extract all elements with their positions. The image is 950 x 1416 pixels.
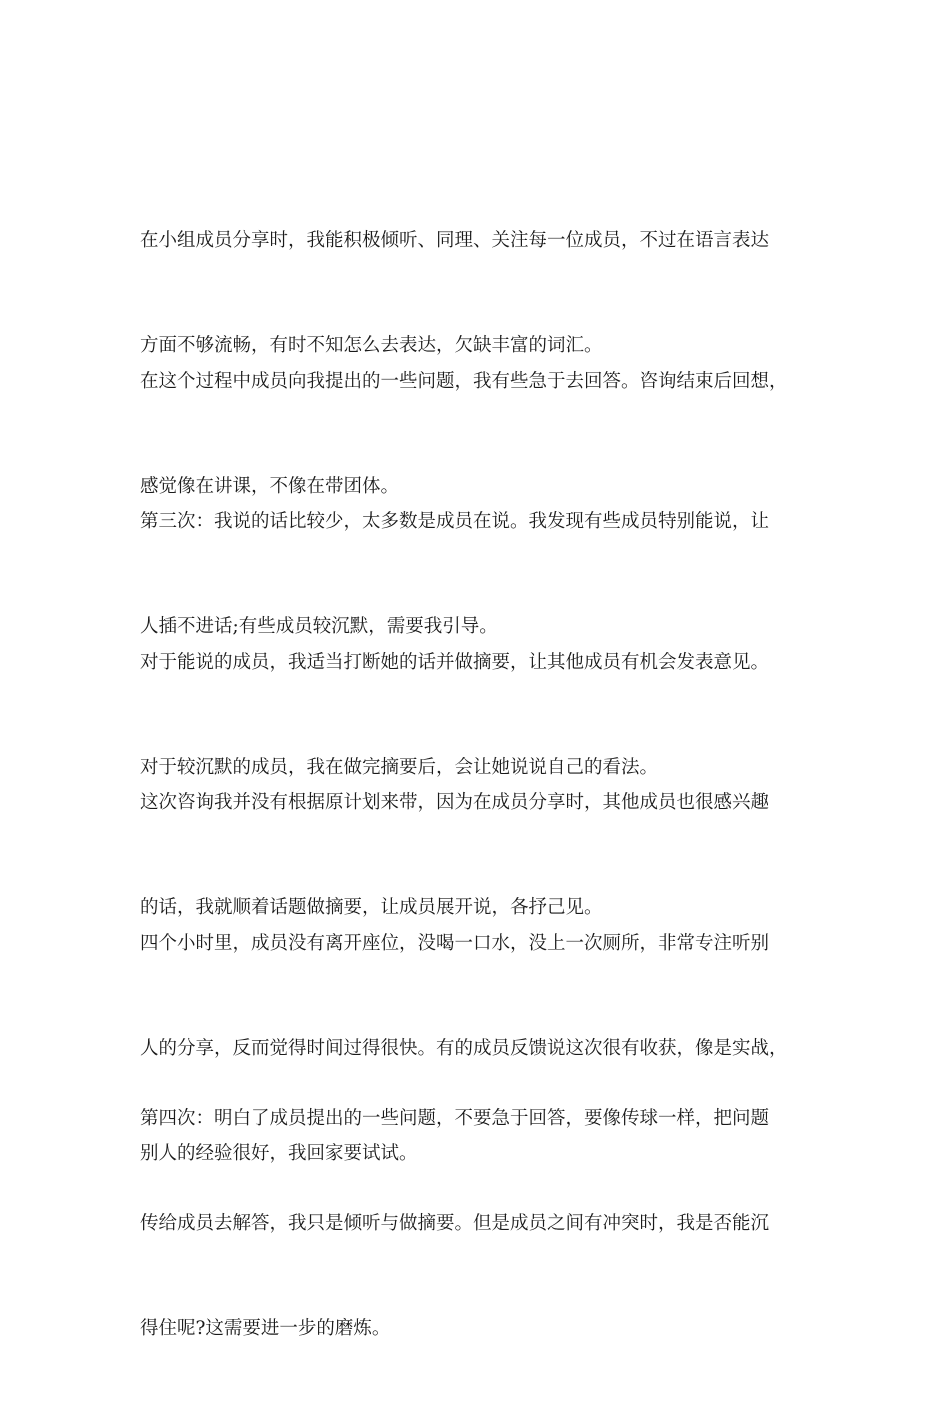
text-line: 得住呢?这需要进一步的磨炼。 [140, 1318, 391, 1339]
paragraph [140, 1031, 830, 1416]
text-line: 人插不进话;有些成员较沉默，需要我引导。 [140, 616, 498, 637]
text-line: 在小组成员分享时，我能积极倾听、同理、关注每一位成员，不过在语言表达 [140, 230, 770, 251]
text-line: 方面不够流畅，有时不知怎么去表达，欠缺丰富的词汇。 [140, 335, 603, 356]
text-line: 对于较沉默的成员，我在做完摘要后，会让她说说自己的看法。 [140, 757, 659, 778]
text-line: 这次咨询我并没有根据原计划来带，因为在成员分享时，其他成员也很感兴趣 [140, 792, 770, 813]
text-line: 感觉像在讲课，不像在带团体。 [140, 476, 400, 497]
text-line: 第四次：明白了成员提出的一些问题，不要急于回答，要像传球一样，把问题 [140, 1108, 770, 1129]
text-line: 第三次：我说的话比较少，太多数是成员在说。我发现有些成员特别能说，让 [140, 511, 770, 532]
text-line: 的话，我就顺着话题做摘要，让成员展开说，各抒己见。 [140, 897, 603, 918]
text-line: 传给成员去解答，我只是倾听与做摘要。但是成员之间有冲突时，我是否能沉 [140, 1213, 770, 1234]
text-line: 别人的经验很好，我回家要试试。 [140, 1143, 418, 1164]
text-line: 对于能说的成员，我适当打断她的话并做摘要，让其他成员有机会发表意见。 [140, 652, 770, 673]
text-line: 人的分享，反而觉得时间过得很快。有的成员反馈说这次很有收获，像是实战， [140, 1038, 788, 1059]
text-line: 四个小时里，成员没有离开座位，没喝一口水，没上一次厕所，非常专注听别 [140, 933, 770, 954]
text-line: 在这个过程中成员向我提出的一些问题，我有些急于去回答。咨询结束后回想， [140, 371, 788, 392]
